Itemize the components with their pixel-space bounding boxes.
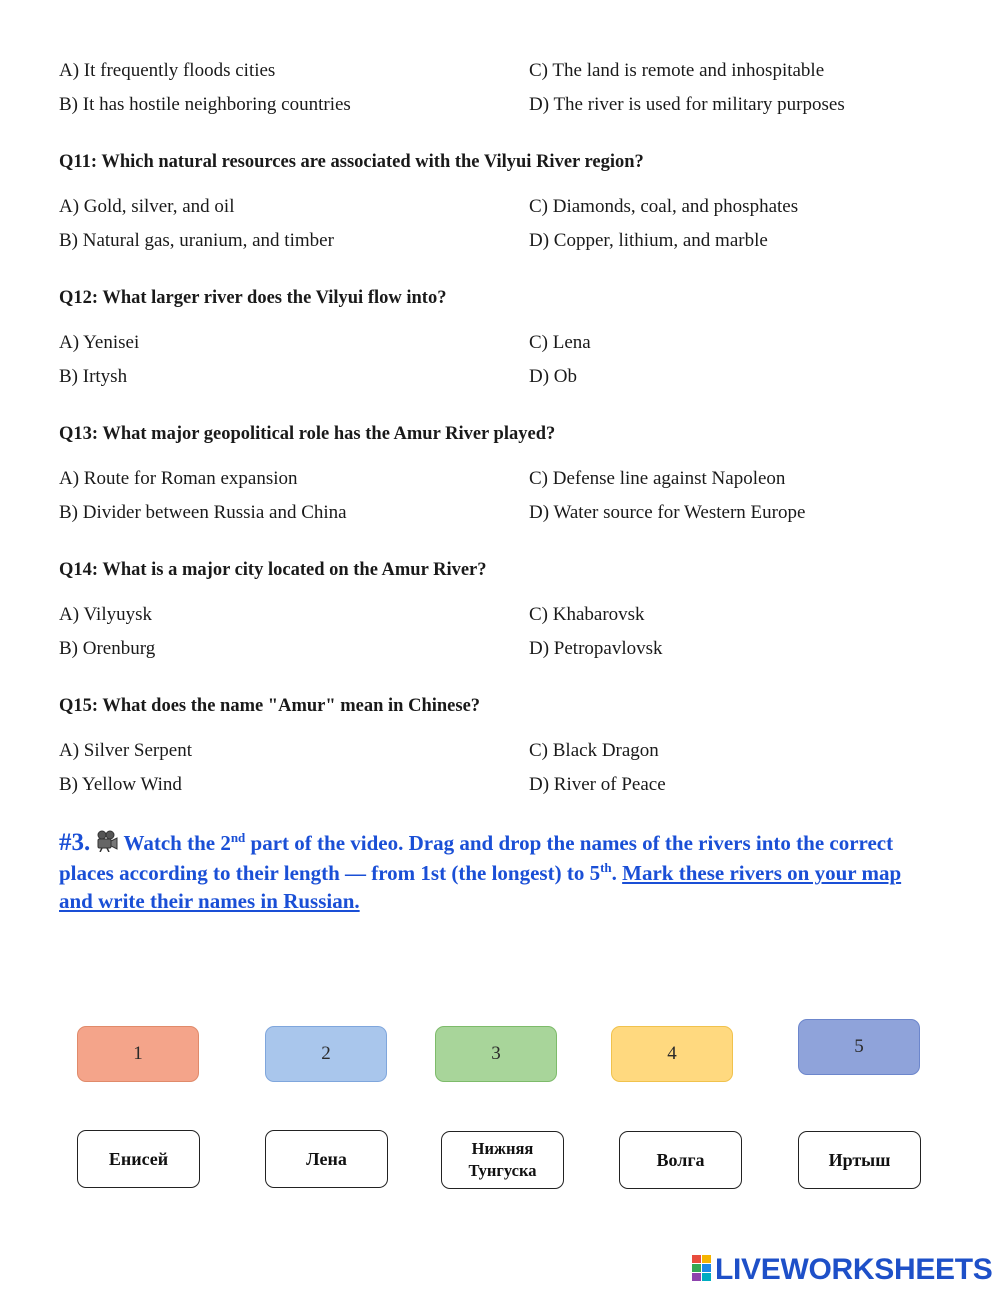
river-card-irtysh[interactable] — [798, 1131, 921, 1189]
q14-option-a[interactable]: A) Vilyuysk — [59, 604, 152, 625]
q13-question: Q13: What major geopolitical role has the Amur River played? — [59, 424, 556, 444]
q15-option-c[interactable]: C) Black Dragon — [529, 740, 659, 761]
drop-slot-2[interactable]: 2 — [265, 1026, 387, 1082]
q11-option-c[interactable]: C) Diamonds, coal, and phosphates — [529, 196, 799, 217]
q12-option-a[interactable]: A) Yenisei — [59, 332, 140, 353]
river-card-volga[interactable] — [619, 1131, 742, 1189]
liveworksheets-logo-text: LIVEWORKSHEETS — [715, 1253, 993, 1286]
q13-option-d[interactable]: D) Water source for Western Europe — [529, 502, 806, 523]
movie-camera-icon — [96, 830, 118, 859]
q12-option-b[interactable]: B) Irtysh — [59, 366, 128, 387]
task3-sup-1: nd — [230, 830, 246, 845]
drop-slot-1[interactable]: 1 — [77, 1026, 199, 1082]
q14-option-d[interactable]: D) Petropavlovsk — [529, 638, 663, 659]
task3-sup-2: th — [600, 860, 612, 875]
river-card-yenisei[interactable] — [77, 1130, 200, 1188]
task3-number: #3. — [59, 829, 91, 856]
task3-text-2: part of the video — [245, 831, 399, 855]
q10-option-d[interactable]: D) The river is used for military purposes — [529, 94, 845, 115]
task3-underlined: Mark these rivers on your map and write their names in Russian. — [59, 861, 902, 913]
q11-option-a[interactable]: A) Gold, silver, and oil — [59, 196, 235, 217]
river-card-label: Лена — [306, 1149, 347, 1169]
q14-option-c[interactable]: C) Khabarovsk — [529, 604, 645, 625]
q13-option-b[interactable]: B) Divider between Russia and China — [59, 502, 347, 523]
q15-question: Q15: What does the name "Amur" mean in Chinese? — [59, 696, 481, 716]
q11-option-d[interactable]: D) Copper, lithium, and marble — [529, 230, 768, 251]
task3-text-3: . Drag and drop the names of the rivers into the correct places according to their length — from 1st (the longest) to 5 — [59, 831, 894, 885]
q14-question: Q14: What is a major city located on the Amur River? — [59, 560, 487, 580]
q15-option-d[interactable]: D) River of Peace — [529, 774, 666, 795]
river-card-label: Волга — [656, 1150, 705, 1170]
q15-option-a[interactable]: A) Silver Serpent — [59, 740, 192, 761]
river-card-label-line-2: Тунгуска — [468, 1161, 537, 1180]
q11-option-b[interactable]: B) Natural gas, uranium, and timber — [59, 230, 334, 251]
drop-slot-5[interactable]: 5 — [798, 1019, 920, 1075]
q10-option-c[interactable]: C) The land is remote and inhospitable — [529, 60, 825, 81]
river-card-lena[interactable] — [265, 1130, 388, 1188]
task3-text-1: Watch the 2 — [123, 831, 231, 855]
river-card-label-line-1: Нижняя — [471, 1139, 534, 1158]
q12-option-c[interactable]: C) Lena — [529, 332, 591, 353]
liveworksheets-logo-icon — [692, 1255, 712, 1286]
drop-slot-3[interactable]: 3 — [435, 1026, 557, 1082]
q12-question: Q12: What larger river does the Vilyui flow into? — [59, 288, 447, 308]
river-card-label: Иртыш — [828, 1150, 891, 1170]
q13-option-a[interactable]: A) Route for Roman expansion — [59, 468, 298, 489]
task3-instructions — [59, 829, 939, 915]
river-card-lower-tunguska[interactable] — [441, 1131, 564, 1189]
river-card-label: Енисей — [108, 1149, 169, 1169]
drop-slot-4[interactable]: 4 — [611, 1026, 733, 1082]
q12-option-d[interactable]: D) Ob — [529, 366, 578, 387]
q14-option-b[interactable]: B) Orenburg — [59, 638, 156, 659]
q10-option-a[interactable]: A) It frequently floods cities — [59, 60, 276, 81]
liveworksheets-logo — [692, 1255, 993, 1285]
q10-option-b[interactable]: B) It has hostile neighboring countries — [59, 94, 351, 115]
q13-option-c[interactable]: C) Defense line against Napoleon — [529, 468, 786, 489]
q11-question: Q11: Which natural resources are associated with the Vilyui River region? — [59, 152, 644, 172]
task3-text-4: . — [611, 861, 623, 885]
q15-option-b[interactable]: B) Yellow Wind — [59, 774, 182, 795]
